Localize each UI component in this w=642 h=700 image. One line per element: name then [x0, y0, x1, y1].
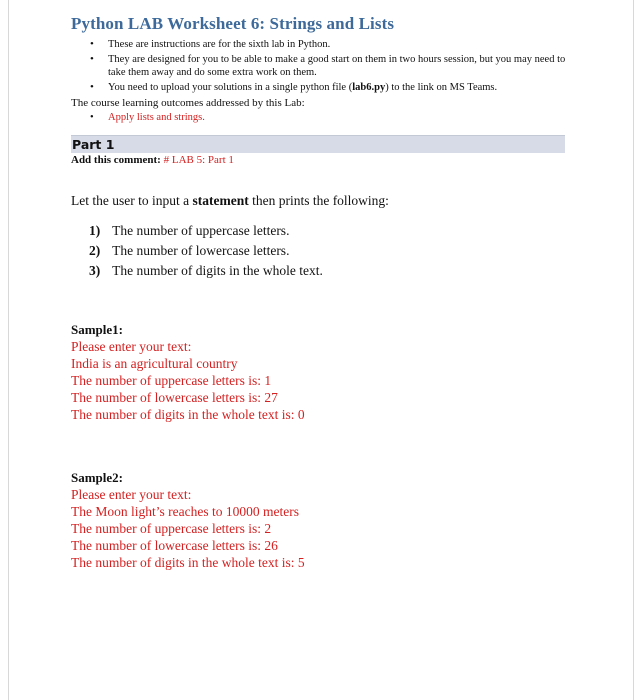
bullet-icon: •: [90, 38, 94, 50]
outcome-item: [71, 111, 571, 125]
outcomes-list: [71, 111, 571, 125]
sample-line: The number of lowercase letters is: 27: [71, 390, 278, 405]
task-description: [71, 193, 571, 209]
requirement-text: The number of lowercase letters.: [112, 243, 290, 258]
bullet-icon: •: [90, 53, 94, 65]
task-keyword: statement: [192, 193, 249, 208]
sample-label: Sample2:: [71, 470, 123, 485]
sample-block: [71, 469, 571, 571]
sample-line: Please enter your text:: [71, 339, 192, 354]
instruction-text-pre: You need to upload your solutions in a single python file (: [108, 82, 353, 93]
task-text-post: then prints the following:: [248, 193, 389, 208]
outcomes-intro: The course learning outcomes addressed by this Lab:: [71, 97, 305, 109]
bullet-icon: •: [90, 81, 94, 93]
requirement-number: 2): [89, 243, 101, 258]
sample-label: Sample1:: [71, 322, 123, 337]
comment-label: Add this comment:: [71, 154, 161, 166]
instruction-item: [71, 38, 571, 51]
document-page: [71, 14, 571, 571]
instructions-list: [71, 38, 571, 94]
part-heading-bar: [71, 135, 565, 153]
bullet-icon: •: [90, 112, 94, 123]
instruction-text-post: ) to the link on MS Teams.: [385, 82, 498, 93]
sample-line: The number of uppercase letters is: 1: [71, 373, 272, 388]
sample-line: The number of uppercase letters is: 2: [71, 521, 272, 536]
instruction-item: [71, 53, 571, 79]
worksheet-title: Python LAB Worksheet 6: Strings and Lists: [71, 14, 395, 33]
requirement-number: 1): [89, 223, 101, 238]
requirement-text: The number of digits in the whole text.: [112, 263, 323, 278]
part-heading: Part 1: [72, 137, 115, 152]
requirement-item: [71, 221, 571, 241]
sample-block: [71, 321, 571, 423]
requirement-item: [71, 261, 571, 281]
task-text-pre: Let the user to input a: [71, 193, 193, 208]
sample-line: The Moon light’s reaches to 10000 meters: [71, 504, 299, 519]
requirement-item: [71, 241, 571, 261]
sample-line: The number of lowercase letters is: 26: [71, 538, 278, 553]
sample-line: The number of digits in the whole text is: 0: [71, 407, 305, 422]
instruction-item: [71, 81, 571, 94]
outcome-text: Apply lists and strings.: [108, 112, 205, 123]
requirement-number: 3): [89, 263, 101, 278]
requirement-text: The number of uppercase letters.: [112, 223, 290, 238]
filename: lab6.py: [352, 82, 386, 93]
comment-instruction: [71, 154, 571, 167]
comment-value: # LAB 5: Part 1: [163, 154, 234, 166]
instruction-text: They are designed for you to be able to make a good start on them in two hours session, but you may need to take them away and do some extra work on them.: [108, 54, 566, 78]
instruction-text: These are instructions are for the sixth lab in Python.: [108, 39, 331, 50]
sample-line: Please enter your text:: [71, 487, 192, 502]
sample-line: India is an agricultural country: [71, 356, 238, 371]
sample-line: The number of digits in the whole text is: 5: [71, 555, 305, 570]
requirements-list: [71, 221, 571, 281]
